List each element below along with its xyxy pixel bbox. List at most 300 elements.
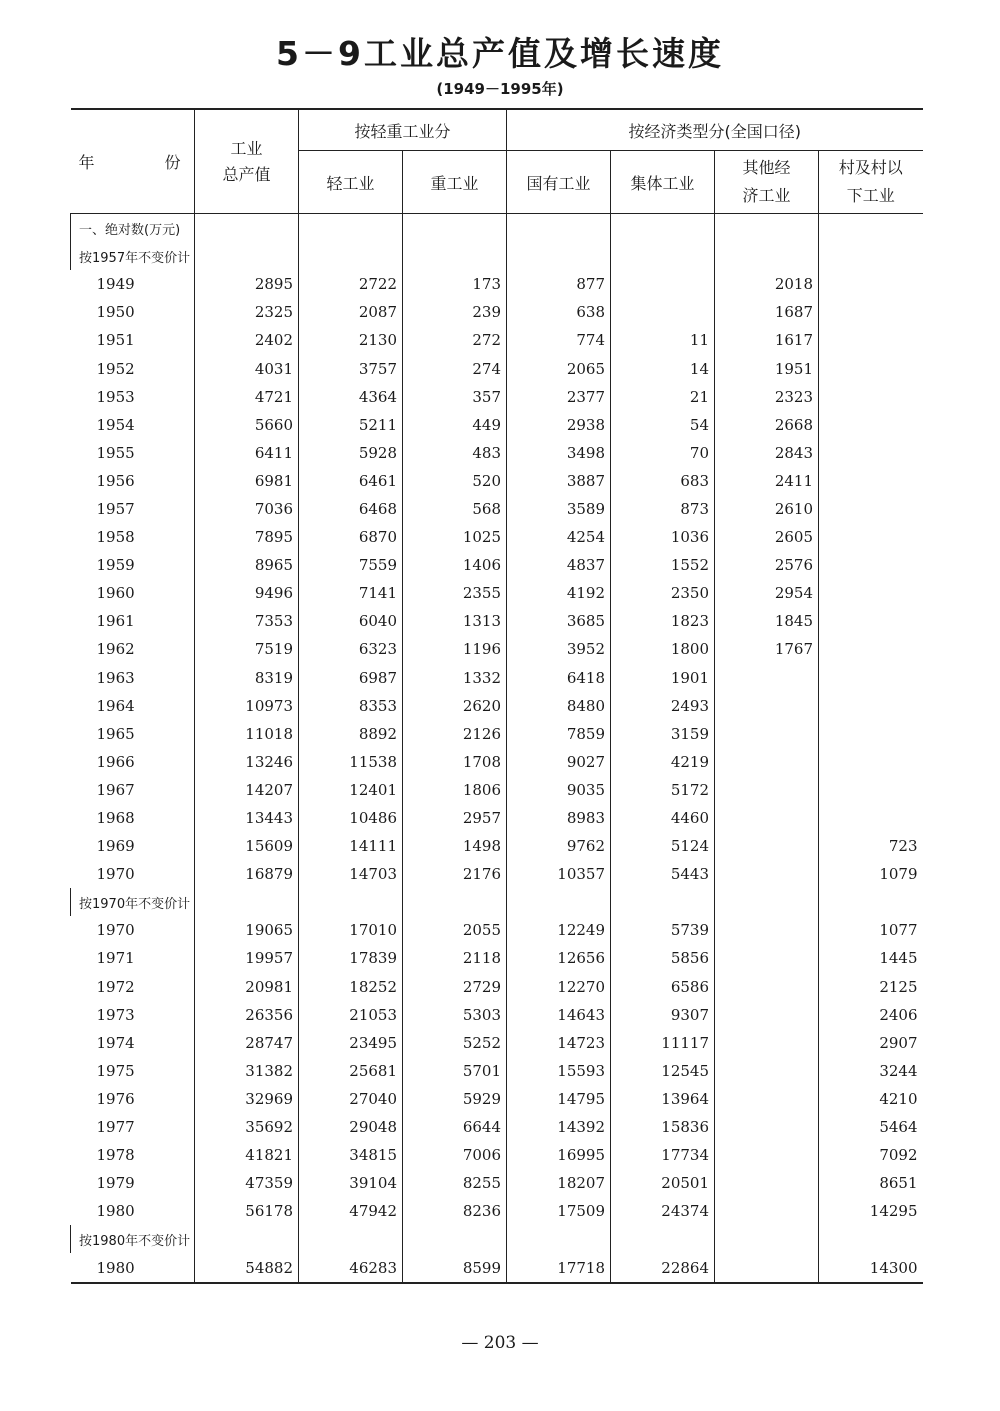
- village-cell: 2907: [819, 1029, 923, 1057]
- table-row: [71, 1085, 923, 1113]
- heavy-cell: 274: [403, 354, 507, 382]
- economic-type-group-header: 按经济类型分(全国口径): [507, 109, 923, 151]
- empty-cell: [195, 214, 299, 243]
- year-cell: 1973: [96, 1005, 135, 1024]
- light-cell: 6468: [299, 495, 403, 523]
- village-cell: 7092: [819, 1141, 923, 1169]
- table-row: [71, 523, 923, 551]
- collective-cell: 2493: [611, 692, 715, 720]
- other-cell: 2605: [715, 523, 819, 551]
- heavy-cell: 1025: [403, 523, 507, 551]
- total-cell: 14207: [195, 776, 299, 804]
- heavy-cell: 568: [403, 495, 507, 523]
- year-cell: 1980: [71, 1253, 195, 1282]
- collective-cell: 4219: [611, 748, 715, 776]
- year-cell: 1968: [96, 809, 135, 828]
- heavy-cell: 5252: [403, 1029, 507, 1057]
- village-cell: 2125: [819, 973, 923, 1001]
- village-cell: 5464: [819, 1113, 923, 1141]
- total-cell: 8319: [195, 664, 299, 692]
- state-owned-cell: 14643: [507, 1001, 611, 1029]
- village-cell: [819, 776, 923, 804]
- year-cell: 1959: [96, 556, 135, 575]
- collective-cell: 9307: [611, 1001, 715, 1029]
- light-cell: 17010: [299, 916, 403, 944]
- light-cell: 34815: [299, 1141, 403, 1169]
- collective-cell: 5739: [611, 916, 715, 944]
- section-price-1970: [71, 888, 923, 916]
- empty-cell: [715, 242, 819, 270]
- light-cell: 18252: [299, 973, 403, 1001]
- village-cell: [819, 439, 923, 467]
- other-cell: [715, 692, 819, 720]
- village-cell: [819, 523, 923, 551]
- year-cell: 1953: [96, 387, 135, 406]
- empty-cell: [611, 888, 715, 916]
- collective-cell: 14: [611, 354, 715, 382]
- light-cell: 21053: [299, 1001, 403, 1029]
- light-cell: 6987: [299, 664, 403, 692]
- light-cell: 11538: [299, 748, 403, 776]
- village-cell: 1077: [819, 916, 923, 944]
- other-cell: [715, 860, 819, 888]
- table-row: [71, 860, 923, 888]
- light-cell: 5928: [299, 439, 403, 467]
- total-cell: 54882: [195, 1253, 299, 1282]
- heavy-cell: 8255: [403, 1169, 507, 1197]
- empty-cell: [195, 1225, 299, 1253]
- table-row: [71, 973, 923, 1001]
- empty-cell: [195, 888, 299, 916]
- other-cell: [715, 832, 819, 860]
- village-cell: 4210: [819, 1085, 923, 1113]
- collective-cell: 873: [611, 495, 715, 523]
- table-row: [71, 916, 923, 944]
- state-owned-cell: 8480: [507, 692, 611, 720]
- heavy-cell: 8236: [403, 1197, 507, 1225]
- collective-cell: 1800: [611, 635, 715, 663]
- table-row: [71, 832, 923, 860]
- light-cell: 4364: [299, 383, 403, 411]
- year-cell: 1971: [96, 949, 135, 968]
- total-cell: 2402: [195, 326, 299, 354]
- total-cell: 5660: [195, 411, 299, 439]
- empty-cell: [507, 214, 611, 243]
- table-row: [71, 1197, 923, 1225]
- collective-cell: 2350: [611, 579, 715, 607]
- state-owned-cell: 14795: [507, 1085, 611, 1113]
- total-cell: 11018: [195, 720, 299, 748]
- heavy-cell: 1196: [403, 635, 507, 663]
- state-owned-cell: 4192: [507, 579, 611, 607]
- empty-cell: [299, 242, 403, 270]
- light-cell: 2087: [299, 298, 403, 326]
- total-cell: 19065: [195, 916, 299, 944]
- state-owned-cell: 3952: [507, 635, 611, 663]
- total-cell: 13246: [195, 748, 299, 776]
- village-cell: 723: [819, 832, 923, 860]
- collective-cell: 1901: [611, 664, 715, 692]
- total-cell: 28747: [195, 1029, 299, 1057]
- year-cell: 1975: [96, 1061, 135, 1080]
- village-cell: [819, 692, 923, 720]
- collective-cell: 13964: [611, 1085, 715, 1113]
- village-cell: 3244: [819, 1057, 923, 1085]
- table-row: [71, 1141, 923, 1169]
- heavy-cell: 2176: [403, 860, 507, 888]
- state-owned-cell: 15593: [507, 1057, 611, 1085]
- year-cell: 1950: [96, 303, 135, 322]
- state-owned-cell: 774: [507, 326, 611, 354]
- light-cell: 12401: [299, 776, 403, 804]
- village-cell: [819, 579, 923, 607]
- other-cell: [715, 748, 819, 776]
- section-absolute: [71, 214, 923, 243]
- heavy-cell: 483: [403, 439, 507, 467]
- table-row: [71, 411, 923, 439]
- light-cell: 8353: [299, 692, 403, 720]
- section-label: 按1957年不变价计: [71, 242, 195, 270]
- other-cell: [715, 804, 819, 832]
- empty-cell: [819, 214, 923, 243]
- collective-cell: 5443: [611, 860, 715, 888]
- other-economic-header: 其他经 济工业: [715, 151, 819, 214]
- table-row: [71, 495, 923, 523]
- state-owned-cell: 3498: [507, 439, 611, 467]
- light-cell: 25681: [299, 1057, 403, 1085]
- empty-cell: [403, 214, 507, 243]
- heavy-cell: 449: [403, 411, 507, 439]
- heavy-cell: 1498: [403, 832, 507, 860]
- state-owned-cell: 12270: [507, 973, 611, 1001]
- table-row: [71, 354, 923, 382]
- total-cell: 2325: [195, 298, 299, 326]
- state-owned-cell: 877: [507, 270, 611, 298]
- village-cell: [819, 326, 923, 354]
- year-cell: 1970: [96, 921, 135, 940]
- light-cell: 14111: [299, 832, 403, 860]
- empty-cell: [403, 888, 507, 916]
- collective-cell: 24374: [611, 1197, 715, 1225]
- heavy-cell: 357: [403, 383, 507, 411]
- heavy-cell: 5701: [403, 1057, 507, 1085]
- table-row: [71, 439, 923, 467]
- light-cell: 39104: [299, 1169, 403, 1197]
- total-cell: 47359: [195, 1169, 299, 1197]
- table-row: [71, 467, 923, 495]
- other-cell: 2323: [715, 383, 819, 411]
- light-cell: 8892: [299, 720, 403, 748]
- light-industry-header: 轻工业: [299, 151, 403, 214]
- year-cell: 1954: [96, 415, 135, 434]
- state-owned-cell: 8983: [507, 804, 611, 832]
- village-cell: [819, 383, 923, 411]
- other-cell: 1617: [715, 326, 819, 354]
- heavy-cell: 7006: [403, 1141, 507, 1169]
- total-cell: 35692: [195, 1113, 299, 1141]
- empty-cell: [299, 1225, 403, 1253]
- state-owned-cell: 10357: [507, 860, 611, 888]
- heavy-cell: 2957: [403, 804, 507, 832]
- state-owned-header: 国有工业: [507, 151, 611, 214]
- light-cell: 14703: [299, 860, 403, 888]
- page-title: 5－9工业总产值及增长速度: [276, 34, 724, 73]
- other-cell: [715, 1085, 819, 1113]
- state-owned-cell: 18207: [507, 1169, 611, 1197]
- collective-cell: 5124: [611, 832, 715, 860]
- other-cell: 2411: [715, 467, 819, 495]
- empty-cell: [611, 242, 715, 270]
- state-owned-cell: 3685: [507, 607, 611, 635]
- section-label: 一、绝对数(万元): [71, 214, 195, 243]
- year-cell: 1979: [96, 1174, 135, 1193]
- year-cell: 1972: [96, 977, 135, 996]
- table-row: [71, 1169, 923, 1197]
- light-cell: 6461: [299, 467, 403, 495]
- other-cell: 2843: [715, 439, 819, 467]
- year-cell: 1978: [96, 1146, 135, 1165]
- empty-cell: [195, 242, 299, 270]
- section-price-1957: [71, 242, 923, 270]
- heavy-cell: 272: [403, 326, 507, 354]
- village-cell: [819, 411, 923, 439]
- light-cell: 3757: [299, 354, 403, 382]
- year-cell: 1949: [96, 275, 135, 294]
- table-row: [71, 748, 923, 776]
- year-cell: 1956: [96, 471, 135, 490]
- year-cell: 1961: [96, 612, 135, 631]
- light-cell: 46283: [299, 1253, 403, 1282]
- other-cell: 2018: [715, 270, 819, 298]
- total-cell: 6981: [195, 467, 299, 495]
- state-owned-cell: 2377: [507, 383, 611, 411]
- collective-cell: 11: [611, 326, 715, 354]
- light-cell: 6040: [299, 607, 403, 635]
- light-cell: 23495: [299, 1029, 403, 1057]
- village-cell: [819, 748, 923, 776]
- empty-cell: [299, 888, 403, 916]
- heavy-cell: 239: [403, 298, 507, 326]
- other-cell: 2576: [715, 551, 819, 579]
- other-cell: [715, 1029, 819, 1057]
- other-cell: [715, 1169, 819, 1197]
- year-cell: 1965: [96, 724, 135, 743]
- other-cell: [715, 1113, 819, 1141]
- total-cell: 7519: [195, 635, 299, 663]
- heavy-cell: 2118: [403, 944, 507, 972]
- table-row: [71, 326, 923, 354]
- table-row: [71, 298, 923, 326]
- empty-cell: [507, 242, 611, 270]
- village-cell: [819, 607, 923, 635]
- year-cell: 1963: [96, 668, 135, 687]
- light-cell: 10486: [299, 804, 403, 832]
- empty-cell: [819, 242, 923, 270]
- heavy-cell: 2355: [403, 579, 507, 607]
- table-row: [71, 692, 923, 720]
- other-cell: 1845: [715, 607, 819, 635]
- heavy-cell: 1406: [403, 551, 507, 579]
- total-cell: 15609: [195, 832, 299, 860]
- light-cell: 6323: [299, 635, 403, 663]
- year-cell: 1970: [96, 865, 135, 884]
- village-cell: [819, 495, 923, 523]
- year-cell: 1977: [96, 1118, 135, 1137]
- heavy-cell: 8599: [403, 1253, 507, 1282]
- other-cell: 1687: [715, 298, 819, 326]
- heavy-cell: 2620: [403, 692, 507, 720]
- heavy-cell: 2126: [403, 720, 507, 748]
- year-cell: 1967: [96, 780, 135, 799]
- empty-cell: [507, 888, 611, 916]
- empty-cell: [819, 1225, 923, 1253]
- state-owned-cell: 16995: [507, 1141, 611, 1169]
- collective-cell: 21: [611, 383, 715, 411]
- other-cell: 1951: [715, 354, 819, 382]
- heavy-cell: 5303: [403, 1001, 507, 1029]
- village-cell: 14295: [819, 1197, 923, 1225]
- table-body: [71, 214, 923, 1283]
- state-owned-cell: 12249: [507, 916, 611, 944]
- table-row: [71, 664, 923, 692]
- village-cell: [819, 804, 923, 832]
- other-cell: 2610: [715, 495, 819, 523]
- collective-cell: [611, 298, 715, 326]
- state-owned-cell: 7859: [507, 720, 611, 748]
- empty-cell: [507, 1225, 611, 1253]
- total-cell: 31382: [195, 1057, 299, 1085]
- year-cell: 1958: [96, 528, 135, 547]
- collective-cell: 6586: [611, 973, 715, 1001]
- year-cell: 1966: [96, 752, 135, 771]
- collective-cell: 4460: [611, 804, 715, 832]
- other-cell: [715, 1001, 819, 1029]
- state-owned-cell: 3887: [507, 467, 611, 495]
- state-owned-cell: 17509: [507, 1197, 611, 1225]
- total-cell: 4721: [195, 383, 299, 411]
- table-row: [71, 1113, 923, 1141]
- year-cell: 1980: [96, 1202, 135, 1221]
- other-cell: [715, 720, 819, 748]
- year-cell: 1974: [96, 1033, 135, 1052]
- empty-cell: [715, 1225, 819, 1253]
- light-heavy-group-header: 按轻重工业分: [299, 109, 507, 151]
- collective-cell: 22864: [611, 1253, 715, 1282]
- year-cell: 1976: [96, 1089, 135, 1108]
- year-cell: 1962: [96, 640, 135, 659]
- empty-cell: [403, 1225, 507, 1253]
- year-cell: 1969: [96, 837, 135, 856]
- heavy-cell: 173: [403, 270, 507, 298]
- table-row: [71, 551, 923, 579]
- total-cell: 2895: [195, 270, 299, 298]
- village-cell: [819, 467, 923, 495]
- state-owned-cell: 14392: [507, 1113, 611, 1141]
- page-subtitle: (1949－1995年): [436, 80, 564, 98]
- heavy-cell: 5929: [403, 1085, 507, 1113]
- total-cell: 26356: [195, 1001, 299, 1029]
- heavy-cell: 520: [403, 467, 507, 495]
- table-row: [71, 776, 923, 804]
- table-row: [71, 383, 923, 411]
- light-cell: 27040: [299, 1085, 403, 1113]
- collective-cell: 11117: [611, 1029, 715, 1057]
- state-owned-cell: 638: [507, 298, 611, 326]
- total-cell: 4031: [195, 354, 299, 382]
- table-row: [71, 607, 923, 635]
- year-column-header: 年 份: [71, 109, 195, 214]
- state-owned-cell: 9027: [507, 748, 611, 776]
- total-cell: 10973: [195, 692, 299, 720]
- other-cell: [715, 664, 819, 692]
- empty-cell: [611, 1225, 715, 1253]
- light-cell: 7559: [299, 551, 403, 579]
- other-cell: [715, 776, 819, 804]
- total-cell: 9496: [195, 579, 299, 607]
- other-cell: [715, 916, 819, 944]
- state-owned-cell: 6418: [507, 664, 611, 692]
- table-row: [71, 804, 923, 832]
- collective-cell: 17734: [611, 1141, 715, 1169]
- collective-cell: 3159: [611, 720, 715, 748]
- village-cell: 8651: [819, 1169, 923, 1197]
- total-cell: 56178: [195, 1197, 299, 1225]
- collective-cell: 70: [611, 439, 715, 467]
- collective-cell: [611, 270, 715, 298]
- state-owned-cell: 4837: [507, 551, 611, 579]
- village-cell: 1079: [819, 860, 923, 888]
- light-cell: 2722: [299, 270, 403, 298]
- state-owned-cell: 14723: [507, 1029, 611, 1057]
- village-cell: [819, 635, 923, 663]
- other-cell: [715, 1197, 819, 1225]
- village-cell: [819, 270, 923, 298]
- light-cell: 7141: [299, 579, 403, 607]
- table-row: [71, 1029, 923, 1057]
- total-cell: 7036: [195, 495, 299, 523]
- year-cell: 1957: [96, 499, 135, 518]
- state-owned-cell: 17718: [507, 1253, 611, 1282]
- village-cell: [819, 298, 923, 326]
- heavy-cell: 1313: [403, 607, 507, 635]
- empty-cell: [611, 214, 715, 243]
- village-cell: [819, 720, 923, 748]
- empty-cell: [819, 888, 923, 916]
- heavy-cell: 1806: [403, 776, 507, 804]
- empty-cell: [299, 214, 403, 243]
- light-cell: 2130: [299, 326, 403, 354]
- village-cell: [819, 551, 923, 579]
- empty-cell: [715, 888, 819, 916]
- heavy-cell: 6644: [403, 1113, 507, 1141]
- other-cell: [715, 944, 819, 972]
- total-cell: 8965: [195, 551, 299, 579]
- village-cell: 14300: [819, 1253, 923, 1282]
- table-row: [71, 1253, 923, 1282]
- year-cell: 1952: [96, 359, 135, 378]
- collective-cell: 1036: [611, 523, 715, 551]
- light-cell: 29048: [299, 1113, 403, 1141]
- collective-cell: 683: [611, 467, 715, 495]
- year-cell: 1964: [96, 696, 135, 715]
- village-cell: [819, 664, 923, 692]
- other-cell: [715, 973, 819, 1001]
- total-cell: 16879: [195, 860, 299, 888]
- heavy-cell: 1332: [403, 664, 507, 692]
- other-cell: [715, 1253, 819, 1282]
- collective-cell: 15836: [611, 1113, 715, 1141]
- total-cell: 32969: [195, 1085, 299, 1113]
